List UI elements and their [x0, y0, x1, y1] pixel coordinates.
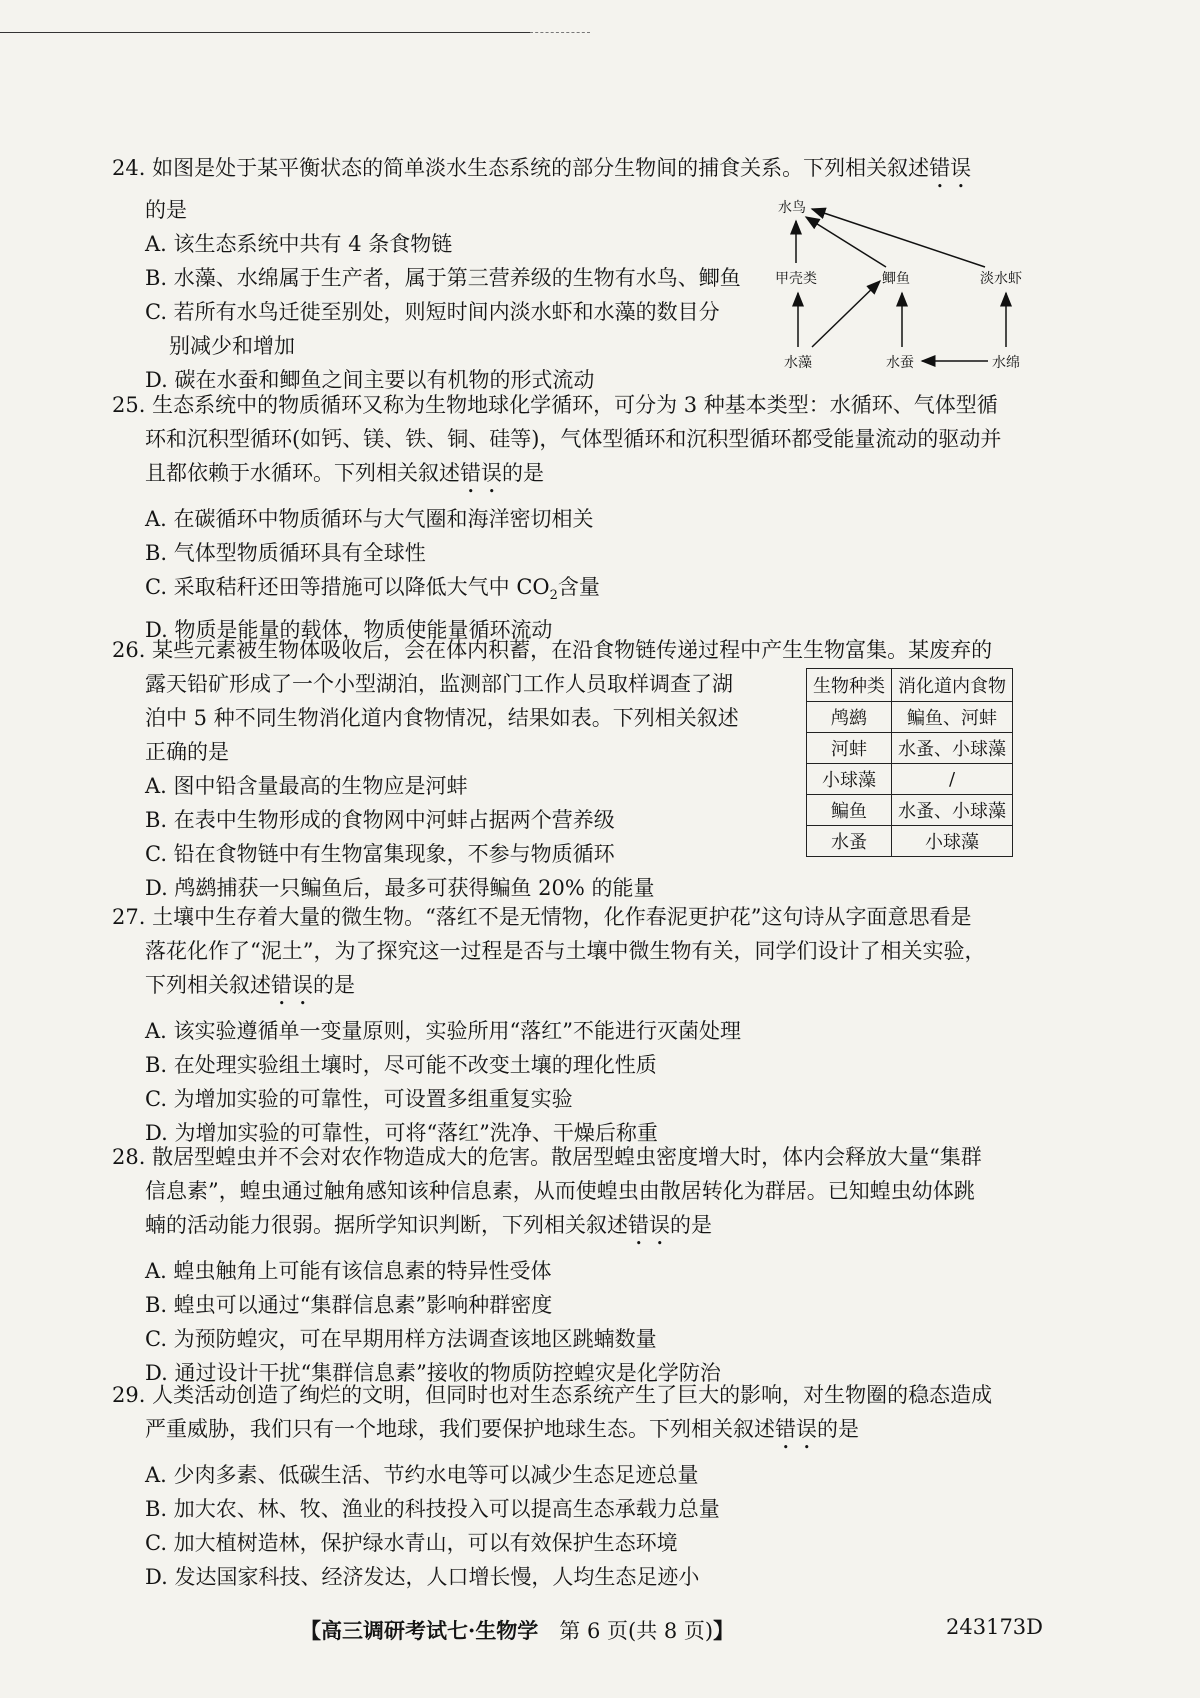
q28-option-a: A. 蝗虫触角上可能有该信息素的特异性受体 [145, 1259, 552, 1283]
q24-option-a: A. 该生态系统中共有 4 条食物链 [145, 232, 453, 256]
q26-stem-line1: 26. 某些元素被生物体吸收后，会在体内积蓄，在沿食物链传递过程中产生生物富集。某废弃的 [112, 638, 993, 662]
node-shuizao: 水藻 [784, 355, 812, 371]
table-cell: 鸬鹚 [807, 702, 892, 733]
table-row [807, 702, 1013, 733]
food-web-svg [770, 195, 1035, 380]
page-footer: 【高三调研考试七·生物学 第 6 页(共 8 页)】 [300, 1618, 735, 1643]
food-web-diagram [770, 195, 1035, 380]
table-row [807, 795, 1013, 826]
q27-stem-line1: 27. 土壤中生存着大量的微生物。“落红不是无情物，化作春泥更护花”这句诗从字面意思看是 [112, 905, 972, 929]
top-rule [0, 32, 530, 33]
emphasis-error: 错误 [271, 973, 313, 997]
q25-option-b: B. 气体型物质循环具有全球性 [145, 541, 426, 565]
q24-option-c-cont: 别减少和增加 [169, 334, 295, 358]
table-header: 生物种类 [807, 669, 892, 702]
table-cell: 鳊鱼、河蚌 [892, 702, 1013, 733]
q27-stem-line3: 下列相关叙述错误的是 [145, 973, 355, 997]
node-shuican: 水蚕 [886, 355, 914, 371]
node-jiaqiaolei: 甲壳类 [775, 271, 817, 287]
question-29 [112, 1378, 992, 1594]
q29-option-b: B. 加大农、林、牧、渔业的科技投入可以提高生态承载力总量 [145, 1497, 720, 1521]
q26-stem-line2: 露天铅矿形成了一个小型湖泊，监测部门工作人员取样调查了湖 [145, 672, 733, 696]
q26-stem-line4: 正确的是 [145, 740, 229, 764]
table-cell: 水蚤、小球藻 [892, 795, 1013, 826]
table-row [807, 826, 1013, 857]
q27-option-d: D. 为增加实验的可靠性，可将“落红”洗净、干燥后称重 [145, 1121, 658, 1145]
table-cell: / [892, 764, 1013, 795]
table-cell: 小球藻 [807, 764, 892, 795]
table-cell: 小球藻 [892, 826, 1013, 857]
table-cell: 水蚤、小球藻 [892, 733, 1013, 764]
q24-option-b: B. 水藻、水绵属于生产者，属于第三营养级的生物有水鸟、鲫鱼 [145, 266, 741, 290]
node-shuimian: 水绵 [992, 355, 1020, 371]
table-cell: 河蚌 [807, 733, 892, 764]
emphasis-error: 错误 [460, 461, 502, 485]
emphasis-error: 错误 [628, 1213, 670, 1237]
q27-option-b: B. 在处理实验组土壤时，尽可能不改变土壤的理化性质 [145, 1053, 657, 1077]
node-shuiniao: 水鸟 [778, 200, 806, 216]
q25-option-a: A. 在碳循环中物质循环与大气圈和海洋密切相关 [145, 507, 594, 531]
q29-stem-line2: 严重威胁，我们只有一个地球，我们要保护地球生态。下列相关叙述错误的是 [145, 1417, 859, 1441]
table-header-row [807, 669, 1013, 702]
q24-stem-line2: 的是 [145, 198, 187, 222]
q29-option-c: C. 加大植树造林，保护绿水青山，可以有效保护生态环境 [145, 1531, 678, 1555]
q26-option-d: D. 鸬鹚捕获一只鳊鱼后，最多可获得鳊鱼 20% 的能量 [145, 876, 655, 900]
q24-option-c: C. 若所有水鸟迁徙至别处，则短时间内淡水虾和水藻的数目分 [145, 300, 720, 324]
q26-option-c: C. 铅在食物链中有生物富集现象，不参与物质循环 [145, 842, 615, 866]
exam-code: 243173D [946, 1615, 1044, 1639]
q29-option-d: D. 发达国家科技、经济发达，人口增长慢，人均生态足迹小 [145, 1565, 700, 1589]
q28-stem-line2: 信息素”，蝗虫通过触角感知该种信息素，从而使蝗虫由散居转化为群居。已知蝗虫幼体跳 [145, 1179, 975, 1203]
q29-option-a: A. 少肉多素、低碳生活、节约水电等可以减少生态足迹总量 [145, 1463, 699, 1487]
question-27 [112, 900, 985, 1150]
q28-option-b: B. 蝗虫可以通过“集群信息素”影响种群密度 [145, 1293, 553, 1317]
q27-option-a: A. 该实验遵循单一变量原则，实验所用“落红”不能进行灭菌处理 [145, 1019, 741, 1043]
q25-option-c: C. 采取秸秆还田等措施可以降低大气中 $CO_2$含量 [145, 575, 600, 604]
arrow-shuizao-jiyu [812, 281, 880, 347]
question-28 [112, 1140, 982, 1390]
q28-option-d: D. 通过设计干扰“集群信息素”接收的物质防控蝗灾是化学防治 [145, 1361, 721, 1385]
q25-stem-line1: 25. 生态系统中的物质循环又称为生物地球化学循环，可分为 3 种基本类型：水循环、气体型循 [112, 393, 998, 417]
node-danshuixia: 淡水虾 [980, 271, 1022, 287]
subject-name: 生物学 [475, 1618, 539, 1643]
q25-stem-line3: 且都依赖于水循环。下列相关叙述错误的是 [145, 461, 544, 485]
exam-name: 高三调研考试七 [321, 1618, 468, 1643]
arrow-danshuixia-shuiniao [812, 209, 985, 267]
q24-stem-line1: 24. 如图是处于某平衡状态的简单淡水生态系统的部分生物间的捕食关系。下列相关叙述错误 [112, 156, 972, 180]
diet-table [806, 668, 1013, 857]
top-rule-dashed [530, 32, 590, 33]
table-cell: 鳊鱼 [807, 795, 892, 826]
q25-stem-line2: 环和沉积型循环(如钙、镁、铁、铜、硅等)，气体型循环和沉积型循环都受能量流动的驱动并 [145, 427, 1002, 451]
q24-option-d: D. 碳在水蚕和鲫鱼之间主要以有机物的形式流动 [145, 368, 595, 392]
table-cell: 水蚤 [807, 826, 892, 857]
page-number: 第 6 页(共 8 页) [538, 1619, 714, 1643]
question-25 [112, 388, 1001, 647]
node-jiyu: 鲫鱼 [882, 271, 910, 287]
q27-stem-line2: 落花化作了“泥土”，为了探究这一过程是否与土壤中微生物有关，同学们设计了相关实验， [145, 939, 986, 963]
q26-option-a: A. 图中铅含量最高的生物应是河蚌 [145, 774, 468, 798]
q25-option-d: D. 物质是能量的载体，物质使能量循环流动 [145, 618, 553, 643]
table-header: 消化道内食物 [892, 669, 1013, 702]
q27-option-c: C. 为增加实验的可靠性，可设置多组重复实验 [145, 1087, 573, 1111]
table-row [807, 733, 1013, 764]
q26-option-b: B. 在表中生物形成的食物网中河蚌占据两个营养级 [145, 808, 615, 832]
emphasis-error: 错误 [929, 156, 972, 180]
arrow-jiyu-shuiniao [806, 217, 886, 267]
q29-stem-line1: 29. 人类活动创造了绚烂的文明，但同时也对生态系统产生了巨大的影响，对生物圈的稳态造成 [112, 1383, 993, 1407]
q28-stem-line1: 28. 散居型蝗虫并不会对农作物造成大的危害。散居型蝗虫密度增大时，体内会释放大量“集群 [112, 1145, 982, 1169]
q26-stem-line3: 泊中 5 种不同生物消化道内食物情况，结果如表。下列相关叙述 [145, 706, 739, 730]
q28-stem-line3: 蝻的活动能力很弱。据所学知识判断，下列相关叙述错误的是 [145, 1213, 712, 1237]
table-row [807, 764, 1013, 795]
emphasis-error: 错误 [775, 1417, 817, 1441]
q28-option-c: C. 为预防蝗灾，可在早期用样方法调查该地区跳蝻数量 [145, 1327, 657, 1351]
